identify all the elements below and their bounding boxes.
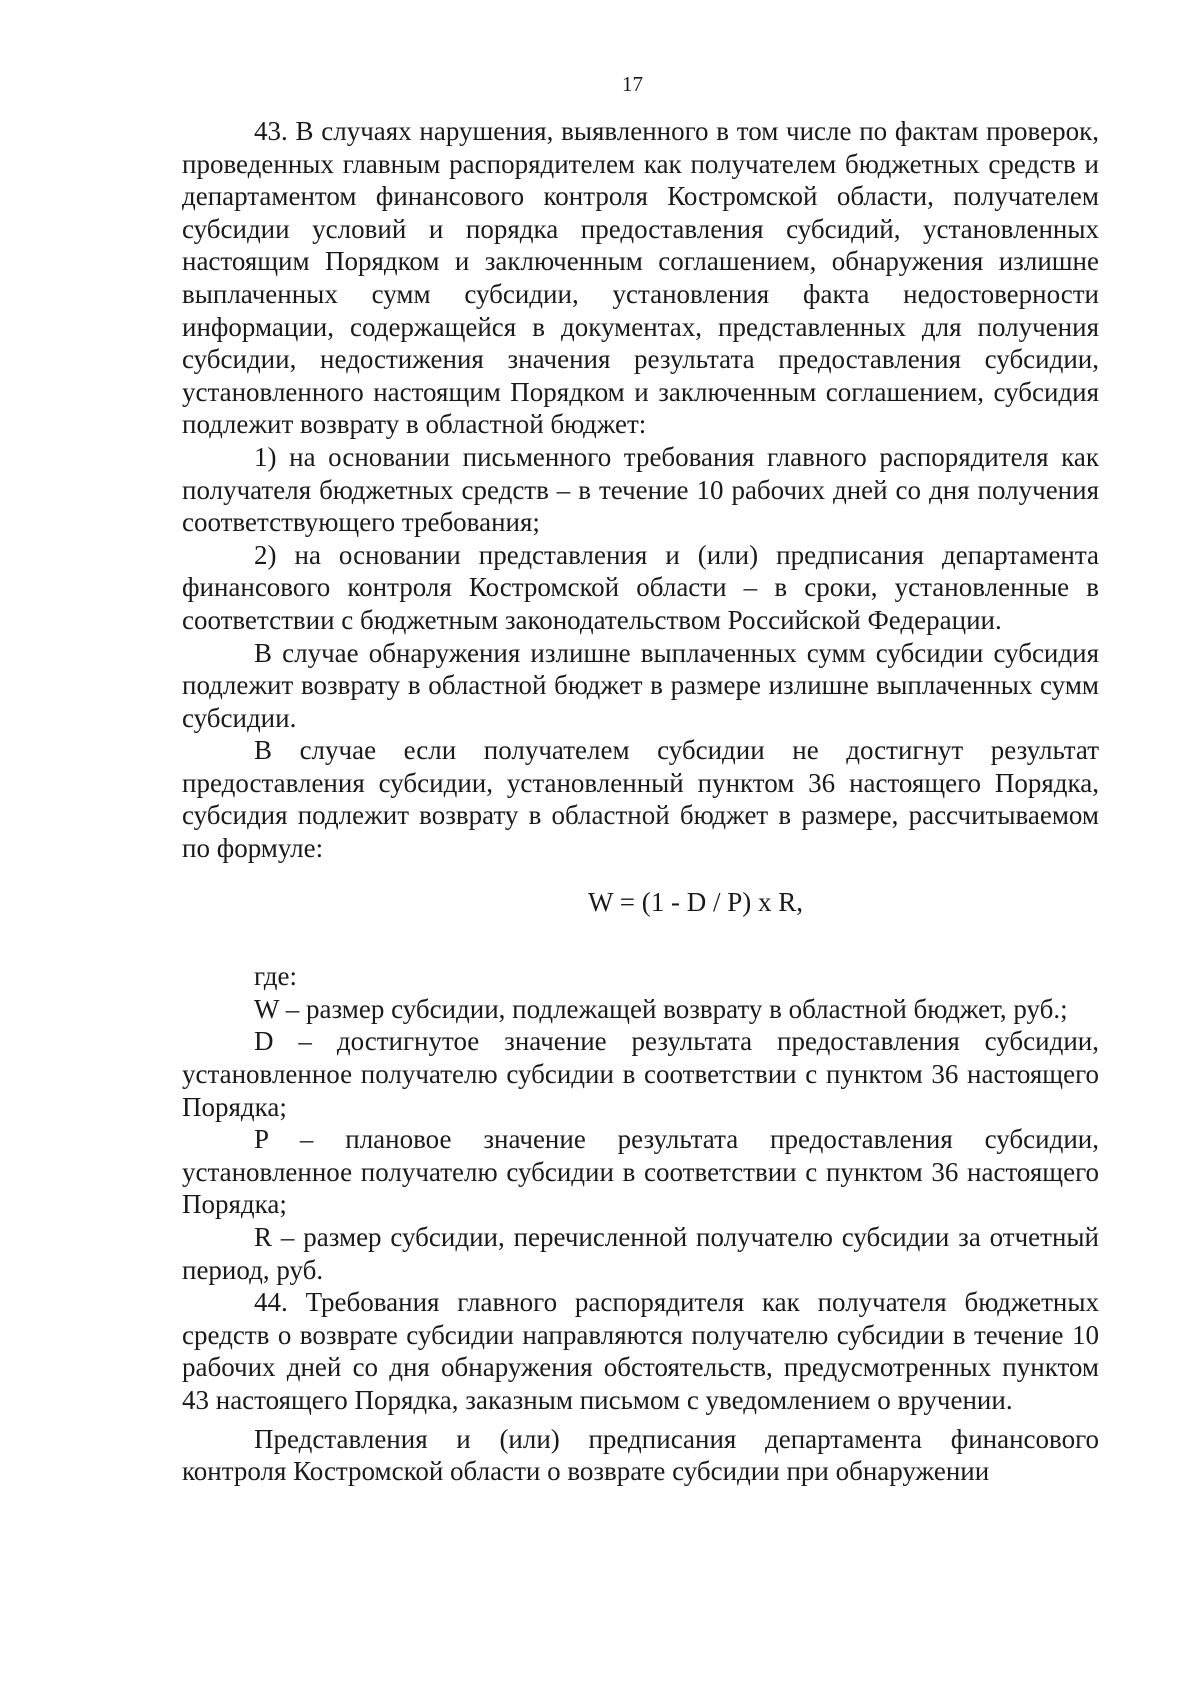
definition-w: W – размер субсидии, подлежащей возврату в областной бюджет, руб.; [254, 993, 1068, 1024]
definition-r: R – размер субсидии, перечисленной получателю субсидии за отчетный период, руб. [182, 1222, 1099, 1285]
document-body [182, 115, 1099, 1488]
where-label: где: [254, 961, 297, 992]
paragraph-43-item-2: 2) на основании представления и (или) предписания департамента финансового контроля Костромской области – в сроки, установленные в соответствии с бюджетным законодательством Российской Федерации. [182, 539, 1099, 635]
return-formula: W = (1 - D / P) x R, [588, 886, 803, 917]
paragraph-43: 43. В случаях нарушения, выявленного в том числе по фактам проверок, проведенных главным распорядителем как получателем бюджетных средств и департаментом финансового контроля Костромской области, получателем субсидии условий и порядка предоставления субсидий, установленных настоящим Порядком и заключенным соглашением, обнаружения излишне выплаченных сумм субсидии, установления факта недостоверности информации, содержащейся в документах, представленных для получения субсидии, недостижения значения результата предоставления субсидии, установленного настоящим Порядком и заключенным соглашением, субсидия подлежит возврату в областной бюджет: [182, 116, 1099, 440]
definition-p: P – плановое значение результата предоставления субсидии, установленное получателю субсидии в соответствии с пунктом 36 настоящего Порядка; [182, 1124, 1099, 1220]
paragraph-result-not-achieved: В случае если получателем субсидии не достигнут результат предоставления субсидии, установленный пунктом 36 настоящего Порядка, субсидия подлежит возврату в областной бюджет в размере, рассчитываемом по формуле: [182, 735, 1099, 864]
paragraph-44-continued: Представления и (или) предписания департамента финансового контроля Костромской области о возврате субсидии при обнаружении [182, 1423, 1099, 1487]
paragraph-excess-payment: В случае обнаружения излишне выплаченных сумм субсидии субсидия подлежит возврату в областной бюджет в размере излишне выплаченных сумм субсидии. [182, 637, 1099, 733]
definition-d: D – достигнутое значение результата предоставления субсидии, установленное получателю субсидии в соответствии с пунктом 36 настоящего Порядка; [182, 1026, 1099, 1122]
paragraph-44: 44. Требования главного распорядителя как получателя бюджетных средств о возврате субсидии направляются получателю субсидии в течение 10 рабочих дней со дня обнаружения обстоятельств, предусмотренных пунктом 43 настоящего Порядка, заказным письмом с уведомлением о вручении. [182, 1287, 1099, 1415]
page-number: 17 [622, 72, 643, 96]
paragraph-43-item-1: 1) на основании письменного требования главного распорядителя как получателя бюджетных средств – в течение 10 рабочих дней со дня получения соответствующего требования; [182, 441, 1099, 538]
